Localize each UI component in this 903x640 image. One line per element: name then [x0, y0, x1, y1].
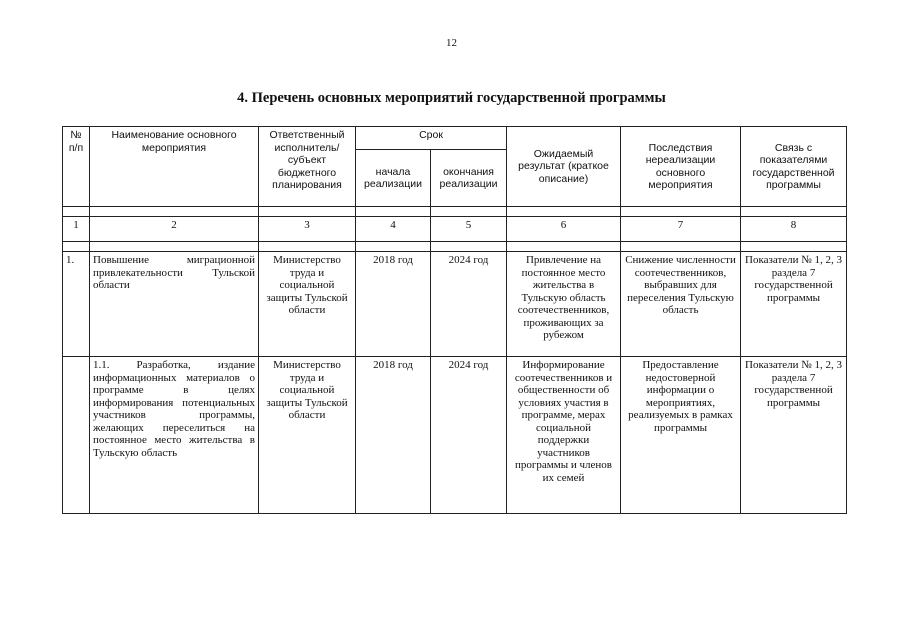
row-num: 1. — [63, 252, 90, 357]
activities-table — [62, 126, 847, 514]
number-gap — [63, 242, 847, 252]
row-link: Показатели № 1, 2, 3 раздела 7 государственной программы — [741, 252, 847, 357]
row-responsible: Министерство труда и социальной защиты Тульской области — [259, 357, 356, 514]
row-expected: Информирование соотечественников и общественности об условиях участия в программе, мерах социальной поддержки участников программы и членов их семей — [507, 357, 621, 514]
page-number: 12 — [446, 37, 457, 49]
row-end: 2024 год — [431, 252, 507, 357]
column-number: 6 — [507, 217, 621, 242]
header-term-start: начала реализации — [356, 150, 431, 207]
table-row — [63, 357, 847, 514]
column-number: 2 — [90, 217, 259, 242]
column-number: 7 — [621, 217, 741, 242]
header-term-end: окончания реализации — [431, 150, 507, 207]
row-start: 2018 год — [356, 252, 431, 357]
row-expected: Привлечение на постоянное место жительства в Тульскую область соотечественников, проживающих за рубежом — [507, 252, 621, 357]
row-link: Показатели № 1, 2, 3 раздела 7 государственной программы — [741, 357, 847, 514]
row-name: Повышение миграционной привлекательности Тульской области — [90, 252, 259, 357]
header-gap — [63, 207, 847, 217]
column-number-row — [63, 217, 847, 242]
header-expected: Ожидаемый результат (краткое описание) — [507, 127, 621, 207]
column-number: 3 — [259, 217, 356, 242]
header-responsible: Ответственный исполнитель/ субъект бюджетного планирования — [259, 127, 356, 207]
table-row — [63, 252, 847, 357]
column-number: 4 — [356, 217, 431, 242]
section-heading: 4. Перечень основных мероприятий государственной программы — [237, 90, 666, 106]
column-number: 8 — [741, 217, 847, 242]
column-number: 5 — [431, 217, 507, 242]
row-num — [63, 357, 90, 514]
row-responsible: Министерство труда и социальной защиты Тульской области — [259, 252, 356, 357]
row-end: 2024 год — [431, 357, 507, 514]
row-start: 2018 год — [356, 357, 431, 514]
row-name: 1.1. Разработка, издание информационных материалов о программе в целях информирования потенциальных участников программы, желающих переселиться на постоянное место жительства в Тульскую область — [90, 357, 259, 514]
column-number: 1 — [63, 217, 90, 242]
row-consequences: Предоставление недостоверной информации о мероприятиях, реализуемых в рамках программы — [621, 357, 741, 514]
header-name: Наименование основного мероприятия — [90, 127, 259, 207]
header-consequences: Последствия нереализации основного мероприятия — [621, 127, 741, 207]
header-num: № п/п — [63, 127, 90, 207]
header-term: Срок — [356, 127, 507, 150]
header-link: Связь с показателями государственной программы — [741, 127, 847, 207]
row-consequences: Снижение численности соотечественников, выбравших для переселения Тульскую область — [621, 252, 741, 357]
